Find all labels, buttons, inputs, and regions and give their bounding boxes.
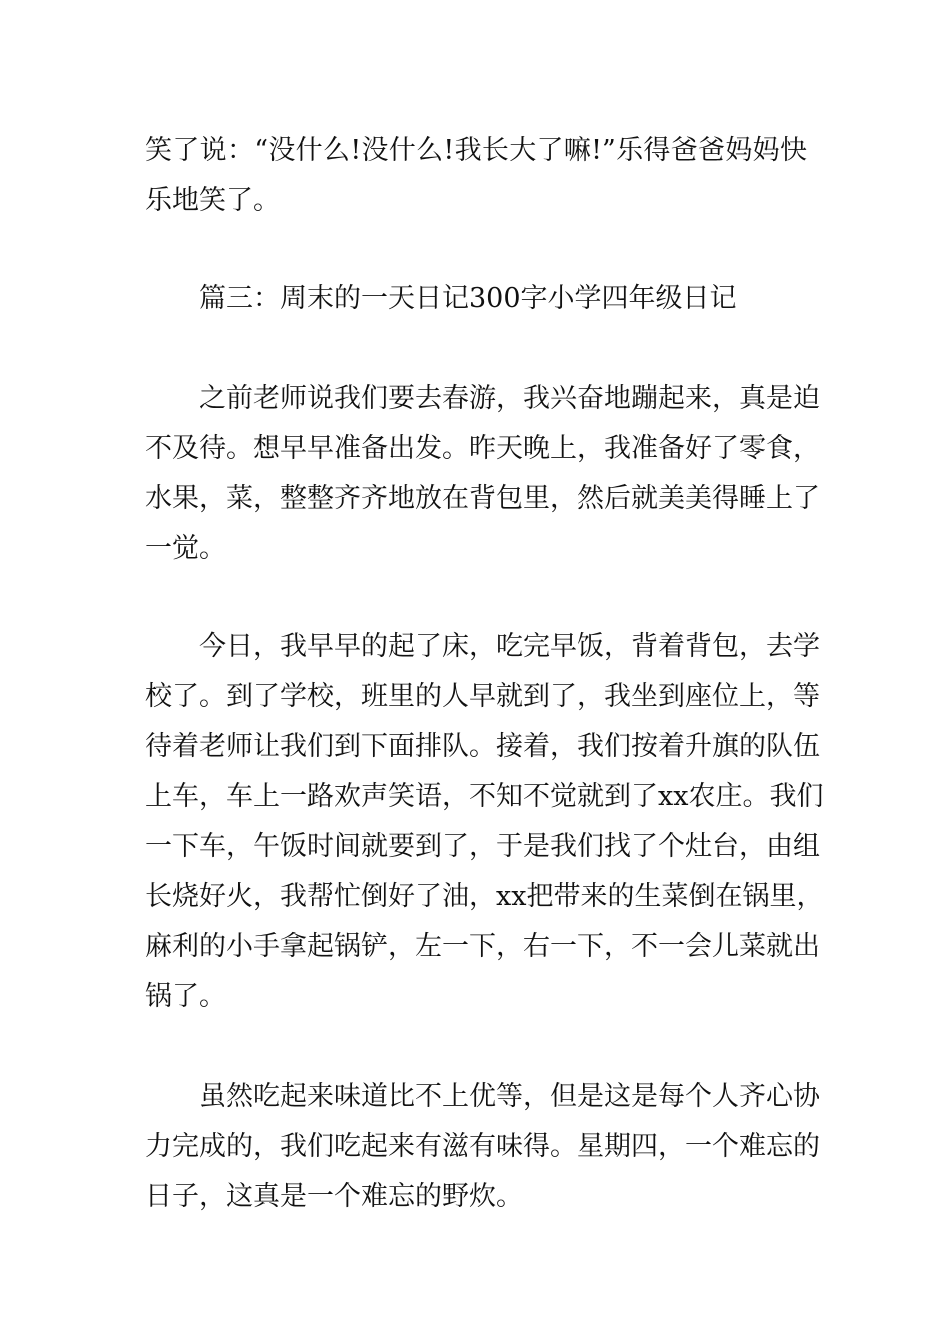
text-line: 校了。到了学校，班里的人早就到了，我坐到座位上，等: [145, 681, 820, 712]
text-line: 水果，菜，整整齐齐地放在背包里，然后就美美得睡上了: [145, 483, 820, 514]
text-line: 一下车，午饭时间就要到了，于是我们找了个灶台，由组: [145, 831, 820, 862]
text-line: 笑了说：“没什么!没什么!我长大了嘛!”乐得爸爸妈妈快: [145, 135, 807, 166]
text-line: 之前老师说我们要去春游，我兴奋地蹦起来，真是迫: [199, 383, 820, 414]
section-heading: [145, 274, 807, 324]
text-line: 乐地笑了。: [145, 185, 280, 216]
text-line: 今日，我早早的起了床，吃完早饭，背着背包，去学: [199, 631, 820, 662]
text-line: 虽然吃起来味道比不上优等，但是这是每个人齐心协: [199, 1081, 820, 1112]
heading-text: 篇三：周末的一天日记300字小学四年级日记: [199, 283, 737, 314]
text-line: 不及待。想早早准备出发。昨天晚上，我准备好了零食，: [145, 433, 820, 464]
text-line: 长烧好火，我帮忙倒好了油，xx把带来的生菜倒在锅里，: [145, 881, 824, 912]
paragraph: [145, 1072, 820, 1222]
paragraph-continuation: [145, 126, 807, 226]
paragraph: [145, 622, 824, 1022]
text-line: 麻利的小手拿起锅铲，左一下，右一下，不一会儿菜就出: [145, 931, 820, 962]
text-line: 待着老师让我们到下面排队。接着，我们按着升旗的队伍: [145, 731, 820, 762]
paragraph: [145, 374, 820, 574]
text-line: 力完成的，我们吃起来有滋有味得。星期四，一个难忘的: [145, 1131, 820, 1162]
text-line: 一觉。: [145, 533, 226, 564]
text-line: 日子，这真是一个难忘的野炊。: [145, 1181, 523, 1212]
text-line: 上车，车上一路欢声笑语，不知不觉就到了xx农庄。我们: [145, 781, 824, 812]
text-line: 锅了。: [145, 981, 226, 1012]
